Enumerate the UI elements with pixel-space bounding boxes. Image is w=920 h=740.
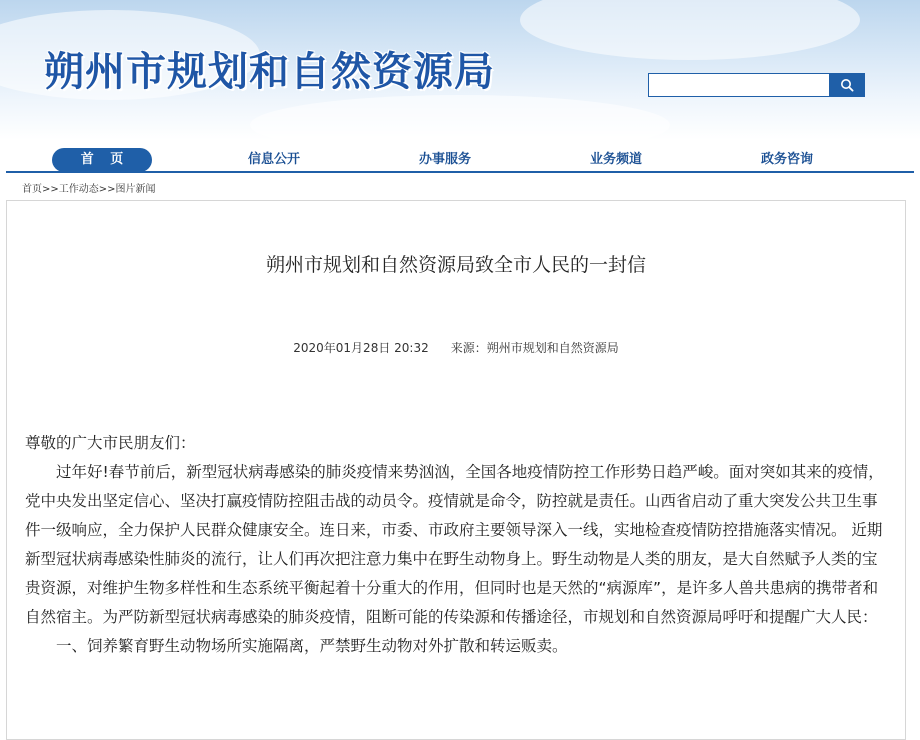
article-paragraph: 过年好!春节前后，新型冠状病毒感染的肺炎疫情来势汹汹，全国各地疫情防控工作形势日趋严峻。面对突如其来的疫情，党中央发出坚定信心、坚决打赢疫情防控阻击战的动员令。疫情就是命令，防控就是责任。山西省启动了重大突发公共卫生事件一级响应，全力保护人民群众健康安全。连日来，市委、市政府主要领导深入一线，实地检查疫情防控措施落实情况。 近期新型冠状病毒感染性肺炎的流行，让人们再次把注意力集中在野生动物身上。野生动物是人类的朋友，是大自然赋予人类的宝贵资源，对维护生物多样性和生态系统平衡起着十分重大的作用，但同时也是天然的“病源库”，是许多人兽共患病的携带者和自然宿主。为严防新型冠状病毒感染的肺炎疫情，阻断可能的传染源和传播途径，市规划和自然资源局呼吁和提醒广大人民： <box>25 463 884 626</box>
nav-item-info-disclosure[interactable]: 信息公开 <box>247 152 300 167</box>
breadcrumb[interactable]: 首页>>工作动态>>图片新闻 <box>22 184 156 195</box>
article-meta <box>7 341 905 355</box>
search-box <box>648 73 865 97</box>
article-title: 朔州市规划和自然资源局致全市人民的一封信 <box>265 254 646 276</box>
article-source: 来源：朔州市规划和自然资源局 <box>450 341 619 355</box>
article-paragraph: 一、饲养繁育野生动物场所实施隔离，严禁野生动物对外扩散和转运贩卖。 <box>56 637 568 655</box>
search-input[interactable] <box>649 74 829 96</box>
nav-item-business-channel[interactable]: 业务频道 <box>589 152 642 167</box>
nav-item-services[interactable]: 办事服务 <box>418 152 471 167</box>
article-date: 2020年01月28日 20:32 <box>293 341 429 355</box>
site-title: 朔州市规划和自然资源局 <box>44 49 495 95</box>
site-header <box>0 0 920 140</box>
nav-item-consultation[interactable]: 政务咨询 <box>760 152 813 167</box>
nav-item-home[interactable]: 首 页 <box>52 148 152 172</box>
main-nav <box>0 146 920 172</box>
search-button[interactable] <box>829 74 864 96</box>
search-icon <box>840 78 854 92</box>
article-panel <box>6 200 906 740</box>
cloud-decoration <box>250 95 670 140</box>
nav-underline <box>6 171 914 173</box>
article-greeting: 尊敬的广大市民朋友们： <box>25 434 196 452</box>
cloud-decoration <box>520 0 860 60</box>
article-body <box>25 429 887 661</box>
